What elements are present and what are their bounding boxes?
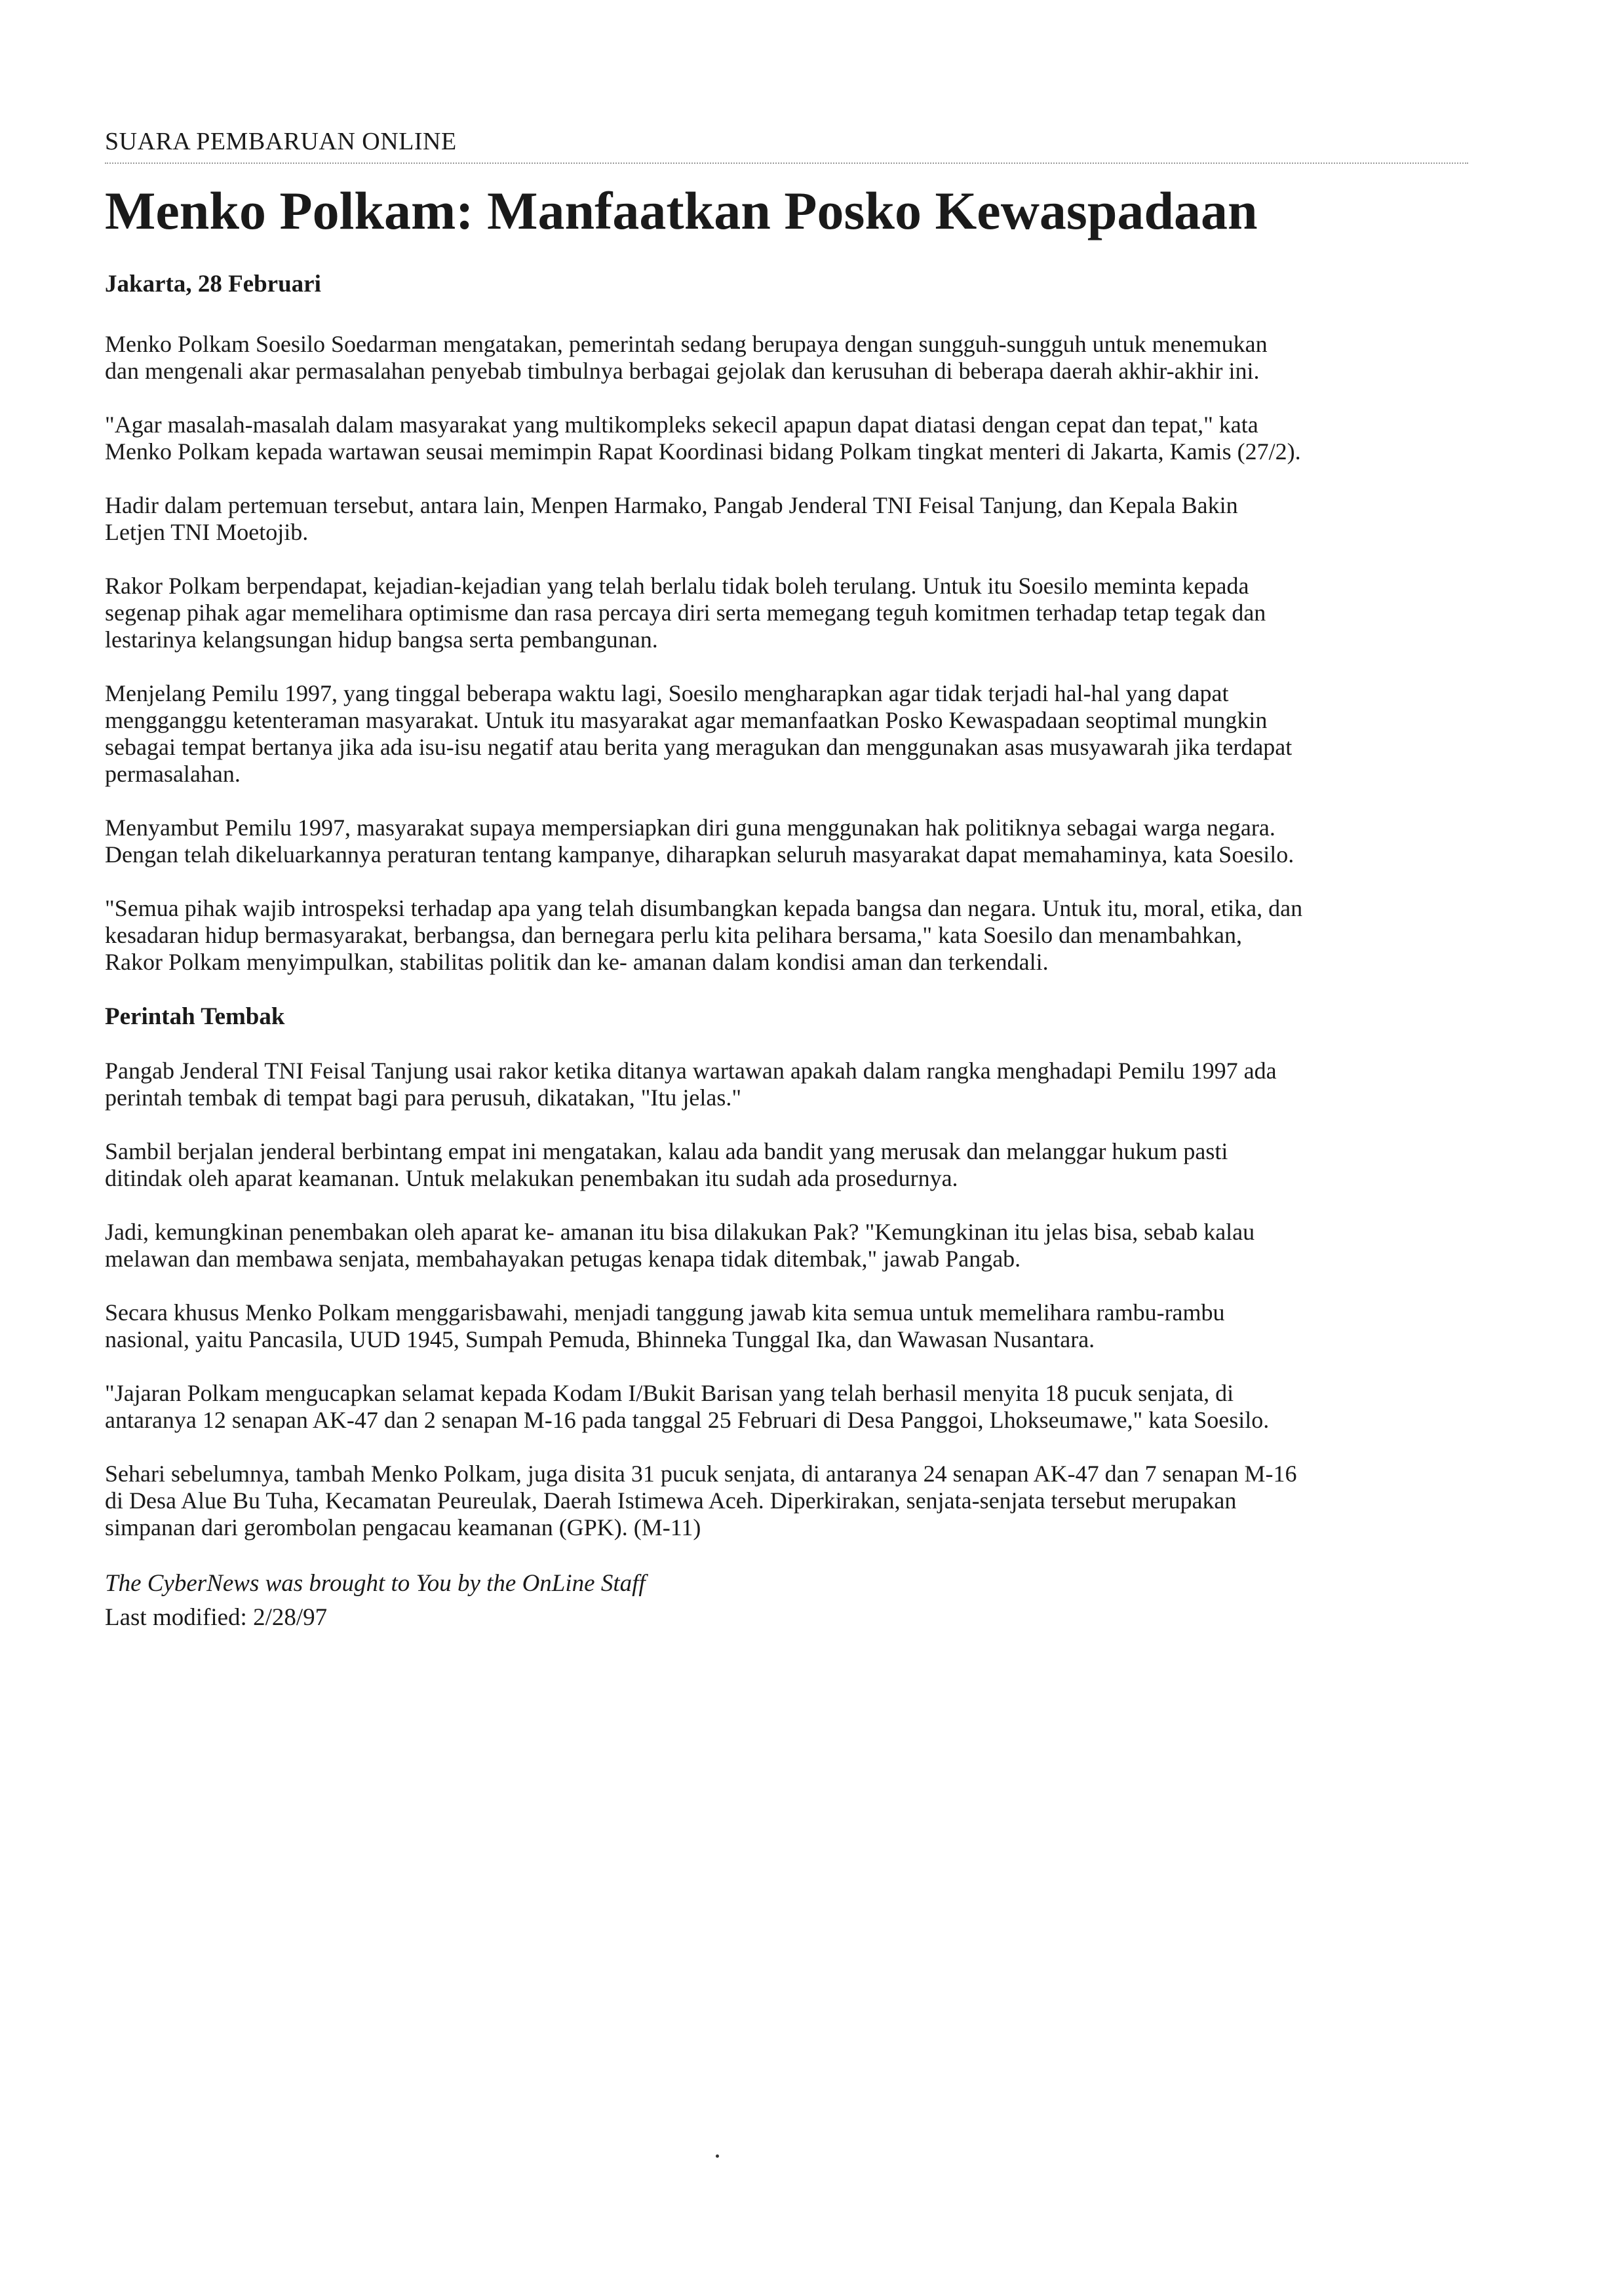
article-paragraph: Rakor Polkam berpendapat, kejadian-kejadian yang telah berlalu tidak boleh terulang. Untuk itu Soesilo meminta kepada segenap pihak agar memelihara optimisme dan rasa percaya diri serta memegang teguh komitmen terhadap tetap tegak dan lestarinya kelangsungan hidup bangsa serta pembangunan. <box>105 573 1266 653</box>
article-paragraph: Sambil berjalan jenderal berbintang empat ini mengatakan, kalau ada bandit yang merusak dan melanggar hukum pasti ditindak oleh aparat keamanan. Untuk melakukan penembakan itu sudah ada prosedurnya. <box>105 1138 1228 1192</box>
article-subheading: Perintah Tembak <box>105 1003 285 1031</box>
article-paragraph: "Jajaran Polkam mengucapkan selamat kepada Kodam I/Bukit Barisan yang telah berhasil menyita 18 pucuk senjata, di antaranya 12 senapan AK-47 dan 2 senapan M-16 pada tanggal 25 Februari di Desa Panggoi, Lhokseumawe," kata Soesilo. <box>105 1380 1270 1434</box>
article-paragraph: Menyambut Pemilu 1997, masyarakat supaya mempersiapkan diri guna menggunakan hak politiknya sebagai warga negara. Dengan telah dikeluarkannya peraturan tentang kampanye, diharapkan seluruh masyarakat dapat memahaminya, kata Soesilo. <box>105 814 1294 868</box>
article-paragraph: "Agar masalah-masalah dalam masyarakat yang multikompleks sekecil apapun dapat diatasi dengan cepat dan tepat," kata Menko Polkam kepada wartawan seusai memimpin Rapat Koordinasi bidang Polkam tingkat menteri di Jakarta, Kamis (27/2). <box>105 411 1301 465</box>
article-paragraph: Hadir dalam pertemuan tersebut, antara lain, Menpen Harmako, Pangab Jenderal TNI Feisal Tanjung, dan Kepala Bakin Letjen TNI Moetojib. <box>105 492 1238 546</box>
article-body <box>105 331 1508 1541</box>
article-paragraph: "Semua pihak wajib introspeksi terhadap apa yang telah disumbangkan kepada bangsa dan negara. Untuk itu, moral, etika, dan kesadaran hidup bermasyarakat, berbangsa, dan bernegara perlu kita pelihara bersama," kata Soesilo dan menambahkan, Rakor Polkam menyimpulkan, stabilitas politik dan ke- amanan dalam kondisi aman dan terkendali. <box>105 895 1303 976</box>
last-modified: Last modified: 2/28/97 <box>105 1604 328 1632</box>
site-name: SUARA PEMBARUAN ONLINE <box>105 128 457 155</box>
article-paragraph: Menjelang Pemilu 1997, yang tinggal beberapa waktu lagi, Soesilo mengharapkan agar tidak terjadi hal-hal yang dapat mengganggu ketenteraman masyarakat. Untuk itu masyarakat agar memanfaatkan Posko Kewaspadaan seoptimal mungkin sebagai tempat bertanya jika ada isu-isu negatif atau berita yang meragukan dan menggunakan asas musyawarah jika terdapat permasalahan. <box>105 680 1293 788</box>
article-headline: Menko Polkam: Manfaatkan Posko Kewaspadaan <box>105 180 1258 240</box>
article-paragraph: Pangab Jenderal TNI Feisal Tanjung usai rakor ketika ditanya wartawan apakah dalam rangka menghadapi Pemilu 1997 ada perintah tembak di tempat bagi para perusuh, dikatakan, "Itu jelas." <box>105 1058 1277 1111</box>
article-paragraph: Menko Polkam Soesilo Soedarman mengatakan, pemerintah sedang berupaya dengan sungguh-sungguh untuk menemukan dan mengenali akar permasalahan penyebab timbulnya berbagai gejolak dan kerusuhan di beberapa daerah akhir-akhir ini. <box>105 331 1268 385</box>
header-divider <box>105 163 1468 164</box>
article-dateline: Jakarta, 28 Februari <box>105 271 321 298</box>
article-paragraph: Jadi, kemungkinan penembakan oleh aparat ke- amanan itu bisa dilakukan Pak? "Kemungkinan itu jelas bisa, sebab kalau melawan dan membawa senjata, membahayakan petugas kenapa tidak ditembak," jawab Pangab. <box>105 1219 1255 1272</box>
article-paragraph: Secara khusus Menko Polkam menggarisbawahi, menjadi tanggung jawab kita semua untuk memelihara rambu-rambu nasional, yaitu Pancasila, UUD 1945, Sumpah Pemuda, Bhinneka Tunggal Ika, dan Wawasan Nusantara. <box>105 1299 1225 1353</box>
article-paragraph: Sehari sebelumnya, tambah Menko Polkam, juga disita 31 pucuk senjata, di antaranya 24 senapan AK-47 dan 7 senapan M-16 di Desa Alue Bu Tuha, Kecamatan Peureulak, Daerah Istimewa Aceh. Diperkirakan, senjata-senjata tersebut merupakan simpanan dari gerombolan pengacau keamanan (GPK). (M-11) <box>105 1461 1297 1541</box>
document-page <box>105 128 1508 1634</box>
footer-credit: The CyberNews was brought to You by the OnLine Staff <box>105 1570 646 1598</box>
scan-speck <box>716 2154 719 2158</box>
